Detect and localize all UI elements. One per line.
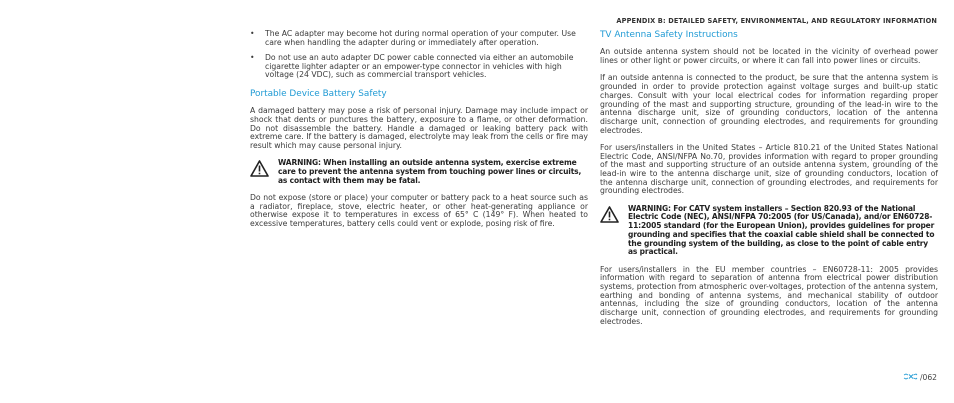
battery-paragraph: A damaged battery may pose a risk of personal injury. Damage may include impact or shock that dents or punctures the battery, exposure to a flame, or other deformation. Do not disassemble the battery. Handle a damaged or leaking battery pack with extreme care. If the battery is damaged, electrolyte may leak from the cells or fire may result which may cause personal injury. [250,106,588,150]
eu-installers-paragraph: For users/installers in the EU member countries – EN60728-11: 2005 provides information with regard to separation of antenna from electrical power distribution systems, protection from atmospheric over-voltages, protection of the antenna system, earthing and bonding of antenna systems, and mechanical stability of outdoor antennas, including the size of grounding conductors, location of the antenna discharge unit, connection of grounding electrodes, and requirements for grounding electrodes. [600,264,938,326]
warning-text: WARNING: For CATV system installers – Section 820.93 of the National Electric Code (NEC), ANSI/NFPA 70:2005 (for US/Canada), and/or EN60728-11:2005 standard (for the European Union), provides guidelines for proper grounding and specifies that the coaxial cable shield shall be connected to the grounding system of the building, as close to the point of cable entry as practical. [628,203,935,257]
page-footer [903,373,937,382]
page-separator: / [919,373,923,382]
page-header: APPENDIX B: DETAILED SAFETY, ENVIRONMENTAL, AND REGULATORY INFORMATION [616,17,937,25]
left-column [250,30,588,237]
bullet-list [250,30,588,80]
section-heading-tv-antenna: TV Antenna Safety Instructions [600,30,738,40]
bullet-symbol: • [250,29,255,38]
warning-block [600,205,938,257]
warning-block [250,159,588,185]
warning-text: WARNING: When installing an outside antenna system, exercise extreme care to prevent the antenna system from touching power lines or circuits, as contact with them may be fatal. [278,158,582,185]
antenna-location-paragraph: An outside antenna system should not be located in the vicinity of overhead power lines or other light or power circuits, or where it can fall into power lines or circuits. [600,47,938,66]
bullet-text: Do not use an auto adapter DC power cable connected via either an automobile cigarette lighter adapter or an empower-type connector in vehicles with high voltage (24 VDC), such as commercial transport vehicles. [265,53,574,80]
section-heading-battery-safety: Portable Device Battery Safety [250,88,387,99]
heat-exposure-paragraph: Do not expose (store or place) your computer or battery pack to a heat source such as a radiator, fireplace, stove, electric heater, or other heat-generating appliance or otherwise expose it to temperatures in excess of 65° C (149° F). When heated to excessive temperatures, battery cells could vent or explode, posing risk of fire. [250,192,588,229]
us-installers-paragraph: For users/installers in the United States – Article 810.21 of the United States National Electric Code, ANSI/NFPA No.70, provides information with regard to proper grounding of the mast and supporting structure of an outside antenna system, grounding of the lead-in wire to the antenna discharge unit, size of grounding conductors, location of the antenna discharge unit, connection of grounding electrodes, and requirements for grounding electrodes. [600,142,938,196]
warning-triangle-icon [250,159,278,180]
warning-triangle-icon [600,205,628,226]
page-number: 062 [922,373,937,382]
bullet-text: The AC adapter may become hot during normal operation of your computer. Use care when handling the adapter during or immediately after operation. [265,29,576,47]
list-item [250,54,588,80]
antenna-grounding-paragraph: If an outside antenna is connected to the product, be sure that the antenna system is grounded in order to provide protection against voltage surges and built-up static charges. Consult with your local electrical codes for information regarding proper grounding of the mast and supporting structure, grounding of the lead-in wire to the antenna discharge unit, size of grounding conductors, location of the antenna discharge unit, connection of grounding electrodes, and requirements for grounding electrodes. [600,73,938,135]
bullet-symbol: • [250,53,255,62]
alienware-logo-icon [903,373,918,382]
right-column [600,30,938,335]
list-item [250,30,588,47]
